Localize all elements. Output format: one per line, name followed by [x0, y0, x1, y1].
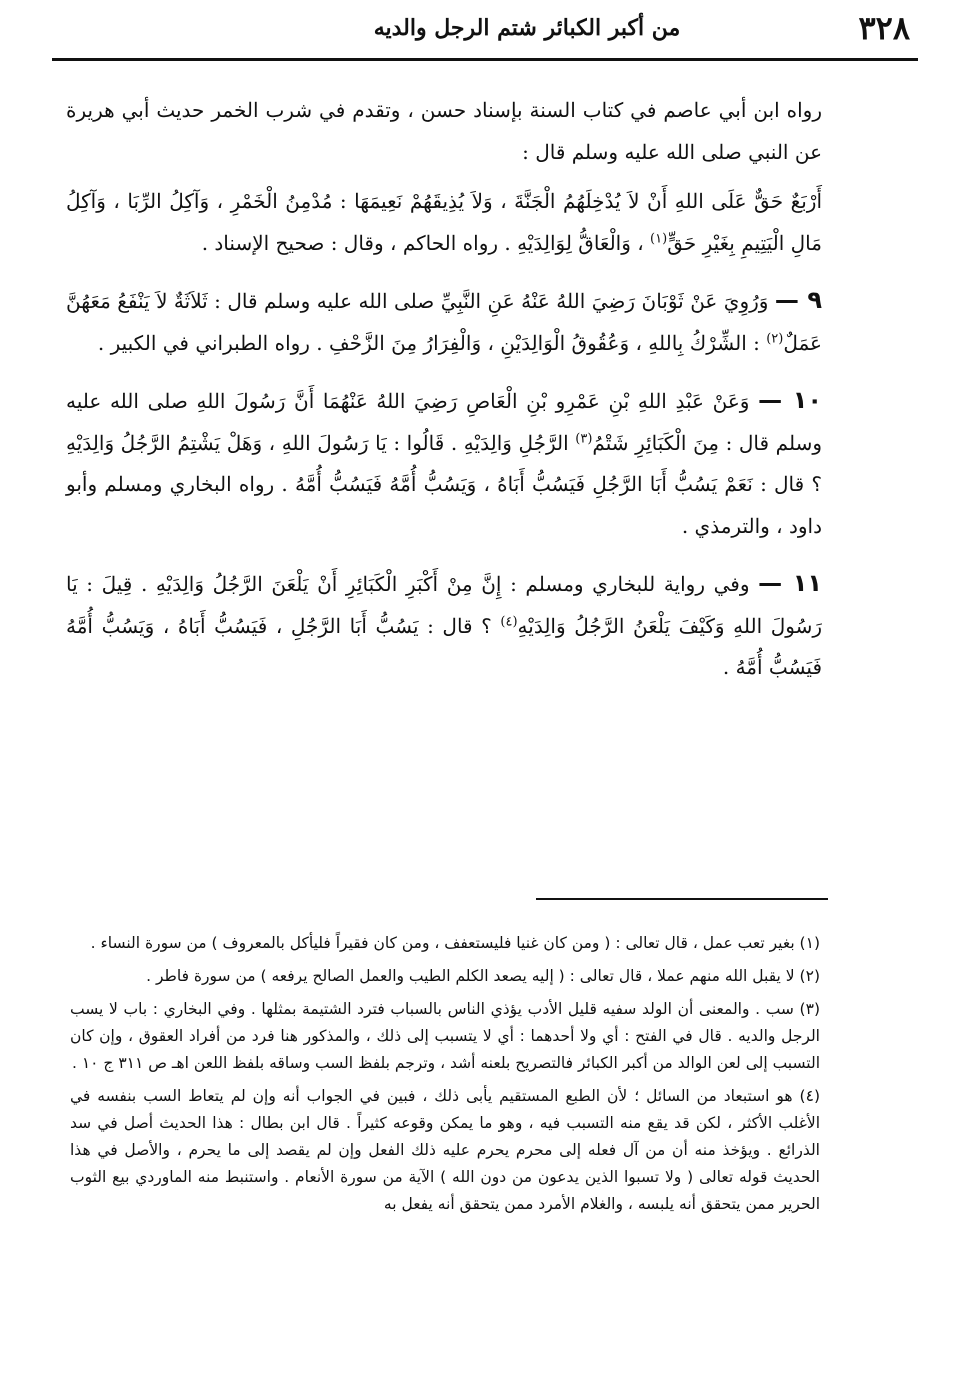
hadith-9-text: وَرُوِيَ عَنْ ثَوْبَانَ رَضِيَ اللهُ عَنْهُ عَنِ النَّبِيِّ صلى الله عليه وسلم قال : ثَلاَثَةٌ لاَ يَنْفَعُ مَعَهُنَّ عَمَلٌ — [66, 289, 822, 355]
hadith-text: أَرْبَعٌ حَقٌّ عَلَى اللهِ أَنْ لاَ يُدْخِلَهُمُ الْجَنَّةَ ، وَلاَ يُذِيقَهُمْ نَعِيمَهَا : مُدْمِنُ الْخَمْرِ ، وَآكِلُ الرِّبَا ، وَآكِلُ مَالِ الْيَتِيمِ بِغَيْرِ حَقٍّ — [66, 189, 822, 255]
main-text — [66, 90, 822, 689]
intro-text: رواه ابن أبي عاصم في كتاب السنة بإسناد حسن ، وتقدم في شرب الخمر حديث أبي هريرة عن النبي صلى الله عليه وسلم قال : — [66, 98, 822, 164]
footnote-3: (٣) سب . والمعنى أن الولد سفيه قليل الأدب يؤذي الناس بالسباب فترد الشتيمة بمثلها . وفي البخاري : باب لا يسب الرجل والديه . قال في الفتح : أي ولا أحدهما : أي لا يتسبب إلى ذلك ، والمذكور هنا فرد من أفراد العقوق ، وإن كان التسبب إلى لعن الوالد من أكبر الكبائر فالتصريح بلعنه أشد ، وترجم بلفظ السب وساقه بلفظ اللعن اهـ ص ٣١١ ج ١٠ . — [70, 1000, 820, 1072]
header-rule — [52, 58, 918, 61]
footnote-ref-1: (١) — [650, 230, 668, 246]
hadith-number-10: ١٠ — — [758, 386, 822, 414]
hadith-10-text-cont: الرَّجُلِ وَالِدَيْهِ . قَالُوا : يَا رَسُولَ اللهِ ، وَهَلْ يَشْتِمُ الرَّجُلُ وَالِدَيْهِ ؟ قال : نَعَمْ يَسُبُّ أَبَا الرَّجُلِ فَيَسُبُّ أَبَاهُ ، وَيَسُبُّ أُمَّهُ فَيَسُبُّ أُمَّهُ . رواه البخاري ومسلم وأبو داود ، والترمذي . — [66, 430, 822, 538]
paragraph-hadith-9 — [66, 280, 822, 364]
footnote-ref-4: (٤) — [500, 613, 518, 629]
paragraph-hadith-11 — [66, 563, 822, 689]
running-title: من أكبر الكبائر شتم الرجل والديه — [373, 15, 681, 41]
page-header — [52, 8, 914, 48]
spacer — [66, 264, 822, 280]
spacer — [66, 547, 822, 563]
page-number: ٣٢٨ — [858, 9, 910, 47]
paragraph-hadith-10 — [66, 380, 822, 547]
hadith-number-9: ٩ — — [774, 286, 822, 314]
paragraph-intro — [66, 90, 822, 173]
footnote-4: (٤) هو استبعاد من السائل ؛ لأن الطبع المستقيم يأبى ذلك ، فبين في الجواب أنه وإن لم يتعاط السب بنفسه في الأغلب الأكثر ، لكن قد يقع منه التسبب فيه ، وهو ما يمكن وقوعه كثيراً . قال ابن بطال : هذا الحديث أصل في سد الذرائع . ويؤخذ منه أن من آل فعله إلى محرم يحرم عليه ذلك الفعل وإن لم يقصد إلى ما يحرم ، والأصل في هذا الحديث قوله تعالى ( ولا تسبوا الذين يدعون من دون الله ) الآية من سورة الأنعام . واستنبط منه الماوردي بيع الثوب الحرير ممن يتحقق أنه يلبسه ، والغلام الأمرد ممن يتحقق أنه يفعل به — [70, 1087, 820, 1213]
footnote-separator — [536, 898, 828, 900]
hadith-9-text-cont: : الشِّرْكُ بِاللهِ ، وَعُقُوقُ الْوَالِدَيْنِ ، وَالْفِرَارُ مِنَ الزَّحْفِ . رواه الطبراني في الكبير . — [97, 330, 767, 355]
hadith-11-text-cont: ؟ قال : يَسُبُّ أَبَا الرَّجُلِ ، فَيَسُبُّ أَبَاهُ ، وَيَسُبُّ أُمَّهُ فَيَسُبُّ أُمَّهُ . — [66, 613, 822, 679]
hadith-number-11: ١١ — — [758, 569, 822, 597]
spacer — [66, 173, 822, 181]
hadith-11-text: وفي رواية للبخاري ومسلم : إِنَّ مِنْ أَكْبَرِ الْكَبَائِرِ أَنْ يَلْعَنَ الرَّجُلُ وَالِدَيْهِ . قِيلَ : يَا رَسُولَ اللهِ وَكَيْفَ يَلْعَنُ الرَّجُلُ وَالِدَيْهِ — [66, 572, 822, 638]
paragraph-hadith-four — [66, 181, 822, 264]
footnote-1: (١) بغير تعب عمل ، قال تعالى : ( ومن كان غنيا فليستعفف ، ومن كان فقيراً فليأكل بالمعروف ) من سورة النساء . — [90, 934, 820, 952]
hadith-10-text: وَعَنْ عَبْدِ اللهِ بْنِ عَمْرِو بْنِ الْعَاصِ رَضِيَ اللهُ عَنْهُمَا أَنَّ رَسُولَ اللهِ صلى الله عليه وسلم قال : مِنَ الْكَبَائِرِ شَتْمُ — [66, 389, 822, 455]
footnote-2: (٢) لا يقبل الله منهم عملا ، قال تعالى : ( إليه يصعد الكلم الطيب والعمل الصالح يرفعه ) من سورة فاطر . — [146, 967, 820, 985]
hadith-text-cont: ، وَالْعَاقُّ لِوَالِدَيْهِ . رواه الحاكم ، وقال : صحيح الإسناد . — [201, 230, 651, 255]
footnotes — [70, 930, 820, 1224]
footnote-ref-2: (٢) — [766, 330, 784, 346]
footnote-ref-3: (٣) — [575, 430, 593, 446]
spacer — [66, 364, 822, 380]
